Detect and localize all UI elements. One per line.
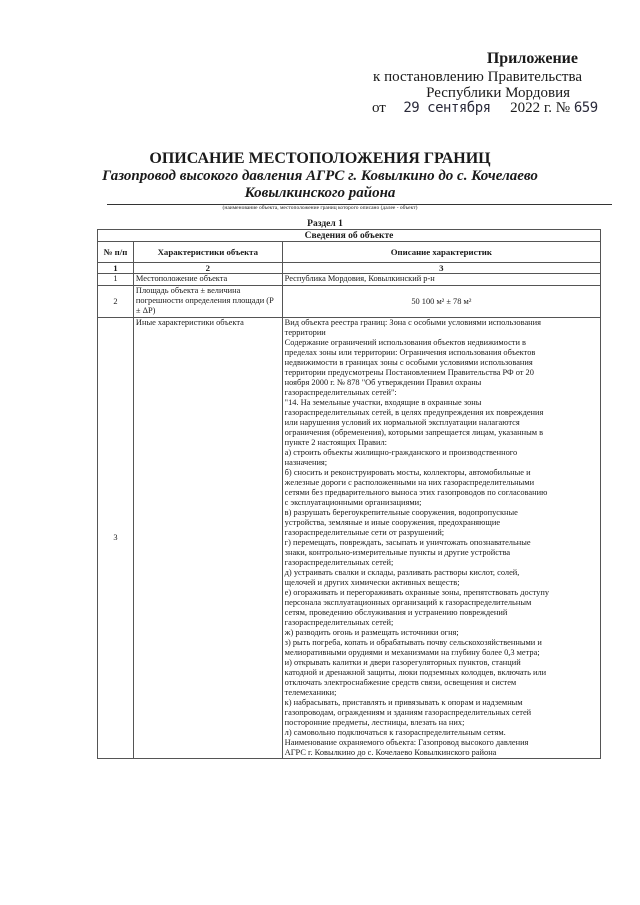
description-line: газораспределительных сетей, в целях предупреждения их повреждения	[284, 408, 544, 417]
appendix-line-republic: Республики Мордовия	[426, 85, 570, 101]
object-name-line-2: Ковылкинского района	[244, 185, 396, 201]
table-caption-row	[98, 230, 601, 242]
description-line: щелочей и других химически активных веществ;	[284, 578, 460, 587]
description-line: назначения;	[284, 458, 328, 467]
description-line: д) устраивать свалки и склады, разливать растворы кислот, солей,	[284, 568, 520, 577]
object-name-line-1: Газопровод высокого давления АГРС г. Ковылкино до с. Кочелаево	[102, 168, 538, 184]
description-line: газораспределительных сетей;	[284, 558, 394, 567]
row-3-description	[282, 318, 600, 759]
row-3-num: 3	[98, 318, 134, 759]
row-1-value: Республика Мордовия, Ковылкинский р-н	[282, 274, 600, 286]
description-line: территории	[284, 328, 326, 337]
description-line: АГРС г. Ковылкино до с. Кочелаево Ковылкинского района	[284, 748, 497, 757]
description-line: железные дороги с расположенными на них газораспределительными	[284, 478, 535, 487]
table-row	[98, 318, 601, 759]
description-line: посторонние предметы, лестницы, влезать на них;	[284, 718, 465, 727]
appendix-date-line	[372, 100, 598, 117]
col-number-3: 3	[282, 263, 600, 274]
description-line: территории предусмотрены Постановлением Правительства РФ от 20	[284, 368, 534, 377]
description-line: Содержание ограничений использования объектов недвижимости в	[284, 338, 526, 347]
object-info-table	[97, 229, 601, 759]
table-caption: Сведения об объекте	[98, 230, 601, 242]
description-line: и) открывать калитки и двери газорегуляторных пунктов, станций	[284, 658, 521, 667]
description-line: з) рыть погреба, копать и обрабатывать почву сельскохозяйственными и	[284, 638, 542, 647]
row-3-name: Иные характеристики объекта	[133, 318, 282, 759]
description-line: ж) разводить огонь и размещать источники огня;	[284, 628, 459, 637]
description-line: а) строить объекты жилищно-гражданского и производственного	[284, 448, 518, 457]
description-line: газораспределительные сети от разрушений;	[284, 528, 445, 537]
description-line: в) разрушать берегоукрепительные сооружения, водопропускные	[284, 508, 518, 517]
col-number-1: 1	[98, 263, 134, 274]
description-line: л) самовольно подключаться к газораспределительным сетям.	[284, 728, 506, 737]
description-line: газораспределительных сетей":	[284, 388, 397, 397]
description-line: мелиоративными орудиями и механизмами на глубину более 0,3 метра;	[284, 648, 540, 657]
appendix-line-resolution: к постановлению Правительства	[373, 69, 582, 85]
description-line: пункте 2 настоящих Правил:	[284, 438, 387, 447]
resolution-number: 659	[573, 100, 598, 116]
header-characteristic: Характеристики объекта	[133, 242, 282, 263]
description-line: ограничения (обременения), которыми запрещается лицам, указанным в	[284, 428, 544, 437]
header-num: № п/п	[98, 242, 134, 263]
description-line: сетями без предварительного выноса этих газопроводов по согласованию	[284, 488, 548, 497]
description-line: газопроводам, ограждениям и зданиям газораспределительных сетей	[284, 708, 532, 717]
column-number-row	[98, 263, 601, 274]
row-2-num: 2	[98, 286, 134, 318]
description-line: газораспределительных сетей;	[284, 618, 394, 627]
description-line: отключать электроснабжение средств связи, освещения и систем	[284, 678, 517, 687]
row-2-name: Площадь объекта ± величина погрешности определения площади (P ± ΔP)	[133, 286, 282, 318]
description-line: недвижимости в границах зоны с особыми условиями использования	[284, 358, 533, 367]
date-year: 2022 г. №	[510, 100, 571, 116]
col-number-2: 2	[133, 263, 282, 274]
section-label: Раздел 1	[307, 219, 343, 229]
description-line: к) набрасывать, приставлять и привязывать к опорам и надземным	[284, 698, 523, 707]
description-line: е) огораживать и перегораживать охранные зоны, препятствовать доступу	[284, 588, 550, 597]
table-row	[98, 286, 601, 318]
document-title: ОПИСАНИЕ МЕСТОПОЛОЖЕНИЯ ГРАНИЦ	[149, 150, 491, 167]
table-row	[98, 274, 601, 286]
description-line: Наименование охраняемого объекта: Газопровод высокого давления	[284, 738, 529, 747]
row-1-num: 1	[98, 274, 134, 286]
description-line: сетям, проведению обслуживания и устранению повреждений	[284, 608, 508, 617]
description-line: катодной и дренажной защиты, люки подземных колодцев, включать или	[284, 668, 547, 677]
description-line: или нарушения условий их нормальной эксплуатации налагаются	[284, 418, 520, 427]
description-line: ноября 2000 г. № 878 "Об утверждении Правил охраны	[284, 378, 482, 387]
table-header-row	[98, 242, 601, 263]
appendix-label: Приложение	[486, 50, 578, 67]
description-line: Вид объекта реестра границ: Зона с особыми условиями использования	[284, 318, 541, 327]
description-line: с эксплуатационными организациями;	[284, 498, 422, 507]
description-line: г) перемещать, повреждать, засыпать и уничтожать опознавательные	[284, 538, 531, 547]
description-line: б) сносить и реконструировать мосты, коллекторы, автомобильные и	[284, 468, 531, 477]
description-line: персонала эксплуатационных организаций к газораспределительным	[284, 598, 532, 607]
description-line: телемеханики;	[284, 688, 337, 697]
description-line: знаки, контрольно-измерительные пункты и другие устройства	[284, 548, 511, 557]
description-line: "14. На земельные участки, входящие в охранные зоны	[284, 398, 482, 407]
description-line: пределах зоны или территории: Ограничения использования объектов	[284, 348, 536, 357]
object-name-note: (наименование объекта, местоположение границ которого описано (далее - объект)	[222, 205, 418, 211]
date-prefix: от	[372, 100, 386, 116]
date-day-month: 29 сентября	[403, 100, 491, 116]
header-description: Описание характеристик	[282, 242, 600, 263]
description-line: устройства, земляные и иные сооружения, предохраняющие	[284, 518, 501, 527]
row-2-value: 50 100 м² ± 78 м²	[282, 286, 600, 318]
row-1-name: Местоположение объекта	[133, 274, 282, 286]
